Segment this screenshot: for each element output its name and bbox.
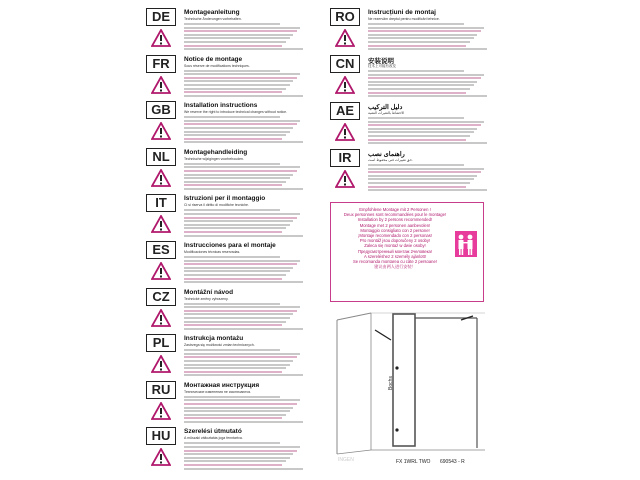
language-code: PL: [146, 334, 176, 352]
section-title: Notice de montage: [184, 55, 243, 63]
section-title: راهنمای نصب: [368, 151, 405, 158]
section-subtitle: Zastrzega się możliwość zmian technicznych.: [184, 343, 255, 348]
note-line: Deux personnes sont recommandées pour le montage!: [343, 212, 447, 218]
note-line: Montaggio consigliato con 2 persone!: [360, 227, 430, 233]
language-code: IT: [146, 194, 176, 212]
section-subtitle: Ci si riserva il diritto di modifiche tecniche.: [184, 203, 249, 208]
section-title: 安装说明: [368, 58, 394, 65]
section-subtitle: حق تغییرات فنی محفوظ است.: [368, 158, 413, 162]
warning-icon: [335, 29, 355, 47]
section-body-text: [184, 442, 304, 471]
section-nl: [146, 148, 306, 192]
language-code: IR: [330, 149, 360, 167]
note-line: Pro montáž jsou doporučeny 2 osoby!: [359, 238, 431, 244]
language-code: RU: [146, 381, 176, 399]
warning-icon: [151, 262, 171, 280]
note-line: Installation by 2 persons recommended!: [357, 217, 433, 223]
model-label: FX 1WRL TWO: [396, 459, 431, 465]
section-subtitle: Ne rezervăm dreptul pentru modificări tehnice.: [368, 17, 440, 21]
section-es: [146, 241, 306, 285]
warning-icon: [335, 123, 355, 141]
section-de: [146, 8, 306, 52]
section-gb: [146, 101, 306, 145]
warning-icon: [151, 169, 171, 187]
section-body-text: [184, 116, 304, 145]
section-subtitle: Technische wijzigingen voorbehouden.: [184, 156, 244, 161]
section-body-text: [184, 256, 304, 285]
language-code: AE: [330, 102, 360, 120]
language-code: GB: [146, 101, 176, 119]
note-lines: [335, 207, 455, 269]
section-subtitle: Technische Änderungen vorbehalten.: [184, 17, 242, 21]
warning-icon: [151, 309, 171, 327]
section-it: [146, 194, 306, 238]
watermark: INGEN: [338, 457, 354, 463]
drawing-label: Bochs: [387, 376, 394, 390]
section-body-text: [184, 23, 304, 52]
shower-installation-drawing: [335, 310, 487, 455]
section-body-text: [184, 349, 304, 378]
section-title: Instrucciones para el montaje: [184, 242, 276, 249]
language-code: HU: [146, 427, 176, 445]
language-code: CN: [330, 55, 360, 73]
section-body-text: [368, 23, 488, 52]
warning-icon: [151, 402, 171, 420]
section-subtitle: Technické změny vyhrazeny.: [184, 296, 229, 301]
language-code: ES: [146, 241, 176, 259]
section-body-text: [184, 70, 304, 99]
two-persons-icon: [455, 231, 477, 257]
section-body-text: [184, 303, 304, 332]
section-hu: [146, 427, 306, 471]
language-code: RO: [330, 8, 360, 26]
note-line: ¡Montaje recomendado con 2 personas!: [357, 233, 433, 239]
warning-icon: [151, 29, 171, 47]
section-body-text: [368, 70, 488, 99]
two-person-note: [330, 202, 484, 302]
warning-icon: [151, 76, 171, 94]
section-title: Instrukcja montażu: [184, 335, 244, 343]
section-pl: [146, 334, 306, 378]
section-ro: [330, 8, 490, 52]
warning-icon: [335, 76, 355, 94]
note-line: 建议由两人进行安装！: [374, 264, 416, 270]
section-title: Installation instructions: [184, 102, 258, 110]
section-ru: [146, 381, 306, 425]
note-line: Zaleca się montaż w dwie osoby!: [364, 243, 426, 249]
note-line: A szereléshez 2 személy ajánlott!: [364, 253, 426, 259]
section-body-text: [184, 396, 304, 425]
section-title: دليل التركيب: [368, 104, 403, 111]
warning-icon: [151, 122, 171, 140]
section-title: Istruzioni per il montaggio: [184, 195, 266, 203]
section-fr: [146, 55, 306, 99]
section-subtitle: A műszaki változtatás joga fenntartva.: [184, 436, 243, 441]
section-body-text: [368, 117, 488, 146]
section-ir: [330, 149, 490, 193]
section-subtitle: الاحتفاظ بالتغيرات التقنية: [368, 111, 405, 115]
section-body-text: [184, 209, 304, 238]
warning-icon: [151, 448, 171, 466]
warning-icon: [151, 215, 171, 233]
warning-icon: [151, 355, 171, 373]
section-body-text: [368, 164, 488, 193]
language-code: CZ: [146, 288, 176, 306]
section-subtitle: We reserve the right to introduce technical changes without notice.: [184, 110, 288, 115]
note-line: Empfohlene Montage mit 2 Personen !: [359, 207, 431, 212]
section-cz: [146, 288, 306, 332]
warning-icon: [335, 170, 355, 188]
language-code: NL: [146, 148, 176, 166]
note-line: Предусмотренный монтаж 2человека!: [357, 248, 433, 254]
language-code: DE: [146, 8, 176, 26]
section-title: Montageanleitung: [184, 9, 240, 16]
language-code: FR: [146, 55, 176, 73]
note-line: Montage met 2 personen aanbevolen!: [359, 222, 431, 228]
section-subtitle: Технические изменения не исключаются.: [184, 389, 252, 394]
section-title: Монтажная инструкция: [184, 381, 260, 389]
section-body-text: [184, 163, 304, 192]
note-line: Se recomanda montarea cu câte 2 persoane!: [352, 259, 438, 265]
section-title: Szerelési útmutató: [184, 428, 242, 436]
section-title: Montagehandleiding: [184, 148, 248, 156]
reference-number: 690543 - R: [440, 459, 465, 465]
section-cn: [330, 55, 490, 99]
section-subtitle: Modificaciones técnicas reservadas.: [184, 250, 241, 254]
section-title: Montážní návod: [184, 288, 234, 296]
section-ae: [330, 102, 490, 146]
section-subtitle: Sous réserve de modifications techniques.: [184, 63, 250, 68]
section-title: Instrucțiuni de montaj: [368, 9, 436, 16]
section-subtitle: 技术上可能有改变: [368, 64, 396, 68]
